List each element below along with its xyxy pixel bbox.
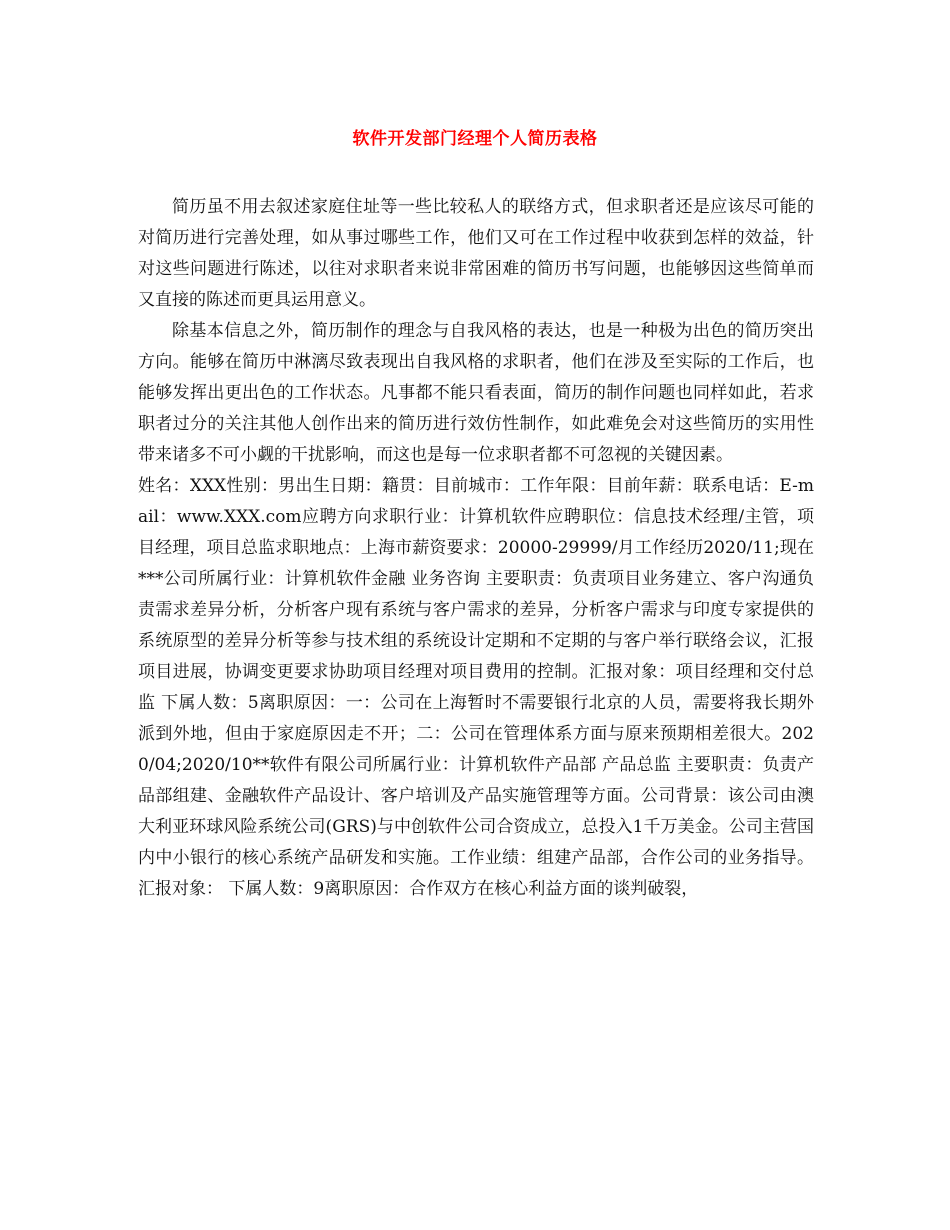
resume-details: 姓名：XXX性别：男出生日期：籍贯：目前城市：工作年限：目前年薪：联系电话：E-mail：www.XXX.com应聘方向求职行业：计算机软件应聘职位：信息技术经理/主管，项目经理，项目总监求职地点：上海市薪资要求：20000-29999/月工作经历2020/11;现在***公司所属行业：计算机软件金融 业务咨询 主要职责：负责项目业务建立、客户沟通负责需求差异分析，分析客户现有系统与客户需求的差异，分析客户需求与印度专家提供的系统原型的差异分析等参与技术组的系统设计定期和不定期的与客户举行联络会议，汇报项目进展，协调变更要求协助项目经理对项目费用的控制。汇报对象：项目经理和交付总监 下属人数：5离职原因：一：公司在上海暂时不需要银行北京的人员，需要将我长期外派到外地，但由于家庭原因走不开；二：公司在管理体系方面与原来预期相差很大。2020/04;2020/10**软件有限公司所属行业：计算机软件产品部 产品总监 主要职责：负责产品部组建、金融软件产品设计、客户培训及产品实施管理等方面。公司背景：该公司由澳大利亚环球风险系统公司(GRS)与中创软件公司合资成立，总投入1千万美金。公司主营国内中小银行的核心系统产品研发和实施。工作业绩：组建产品部，合作公司的业务指导。汇报对象： 下属人数：9离职原因：合作双方在核心利益方面的谈判破裂， (138, 476, 814, 899)
document-body (138, 192, 814, 905)
intro-paragraph-2: 除基本信息之外，简历制作的理念与自我风格的表达，也是一种极为出色的简历突出方向。能够在简历中淋漓尽致表现出自我风格的求职者，他们在涉及至实际的工作后，也能够发挥出更出色的工作状态。凡事都不能只看表面，简历的制作问题也同样如此，若求职者过分的关注其他人创作出来的简历进行效仿性制作，如此难免会对这些简历的实用性带来诸多不可小觑的干扰影响，而这也是每一位求职者都不可忽视的关键因素。 (138, 321, 814, 465)
document-title: 软件开发部门经理个人简历表格 (352, 129, 598, 149)
intro-paragraph-1: 简历虽不用去叙述家庭住址等一些比较私人的联络方式，但求职者还是应该尽可能的对简历进行完善处理，如从事过哪些工作，他们又可在工作过程中收获到怎样的效益，针对这些问题进行陈述，以往对求职者来说非常困难的简历书写问题，也能够因这些简单而又直接的陈述而更具运用意义。 (138, 197, 814, 310)
